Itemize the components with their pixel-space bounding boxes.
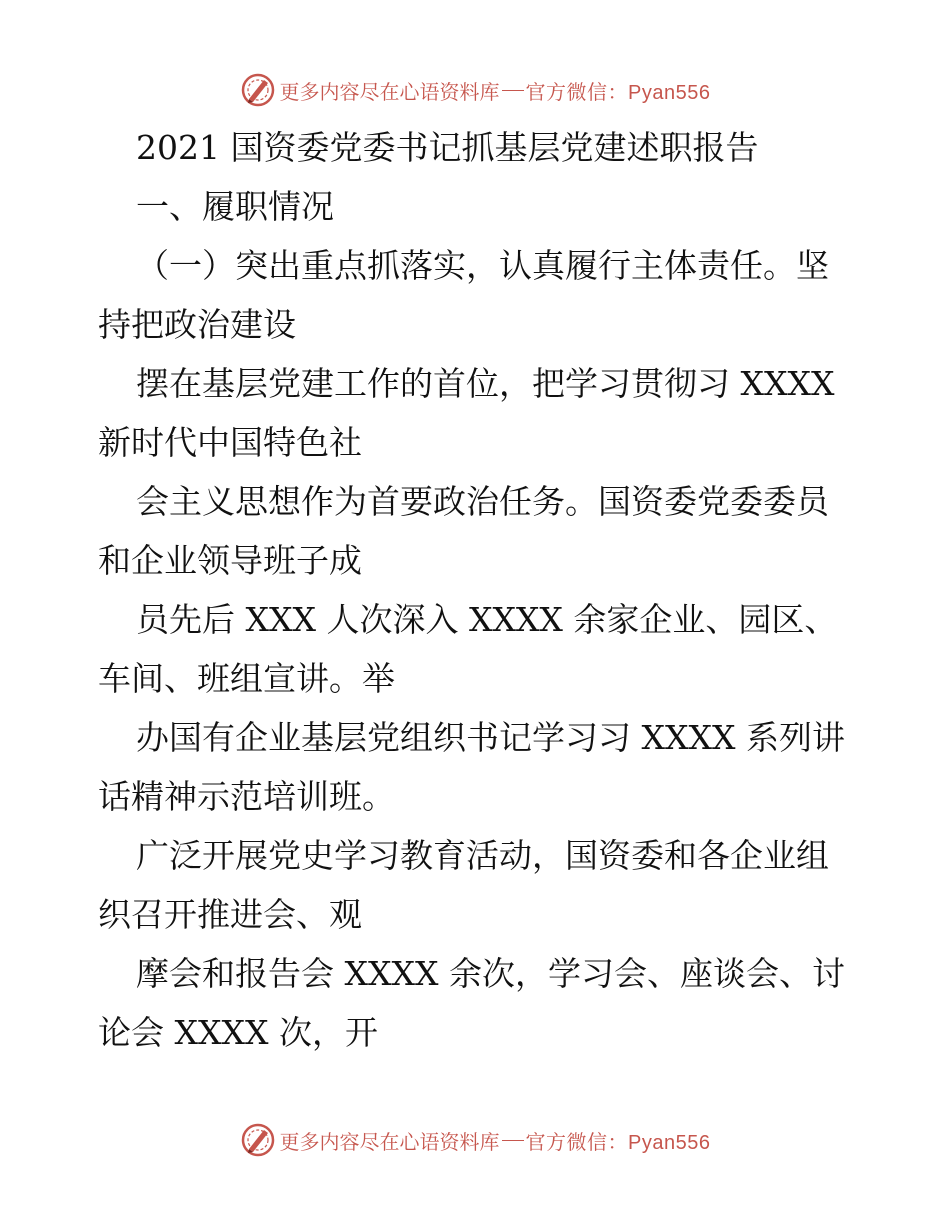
watermark-dash [502,1140,524,1141]
paragraph-line: 织召开推进会、观 [98,895,362,934]
watermark-header [0,70,950,110]
paragraph-line: 话精神示范培训班。 [98,777,395,816]
document-body [98,118,850,1062]
watermark-wechat-text: 官方微信：Pyan556 [525,1131,711,1154]
paragraph-line: 办国有企业基层党组织书记学习习 XXXX 系列讲 [136,718,845,757]
watermark-wechat-text: 官方微信：Pyan556 [525,81,711,104]
watermark-main-text: 更多内容尽在心语资料库 [279,1129,500,1154]
paragraph-line: 车间、班组宣讲。举 [98,659,395,698]
pen-logo-icon [240,72,276,108]
paragraph-line: 论会 XXXX 次，开 [98,1013,378,1052]
pen-logo-icon [240,1122,276,1158]
paragraph-line: （一）突出重点抓落实，认真履行主体责任。坚 [136,246,829,285]
paragraph-line: 新时代中国特色社 [98,423,362,462]
watermark-main-text: 更多内容尽在心语资料库 [279,79,500,104]
watermark-dash [502,90,524,91]
paragraph-line: 持把政治建设 [98,305,296,344]
paragraph-line: 员先后 XXX 人次深入 XXXX 余家企业、园区、 [136,600,838,639]
paragraph-line: 摩会和报告会 XXXX 余次，学习会、座谈会、讨 [136,954,845,993]
paragraph-line: 和企业领导班子成 [98,541,362,580]
paragraph-line: 摆在基层党建工作的首位，把学习贯彻习 XXXX [136,364,835,403]
section-heading: 一、履职情况 [136,187,334,226]
report-title: 2021 国资委党委书记抓基层党建述职报告 [136,128,759,167]
paragraph-line: 会主义思想作为首要政治任务。国资委党委委员 [136,482,829,521]
paragraph-line: 广泛开展党史学习教育活动，国资委和各企业组 [136,836,829,875]
watermark-footer [0,1120,950,1160]
